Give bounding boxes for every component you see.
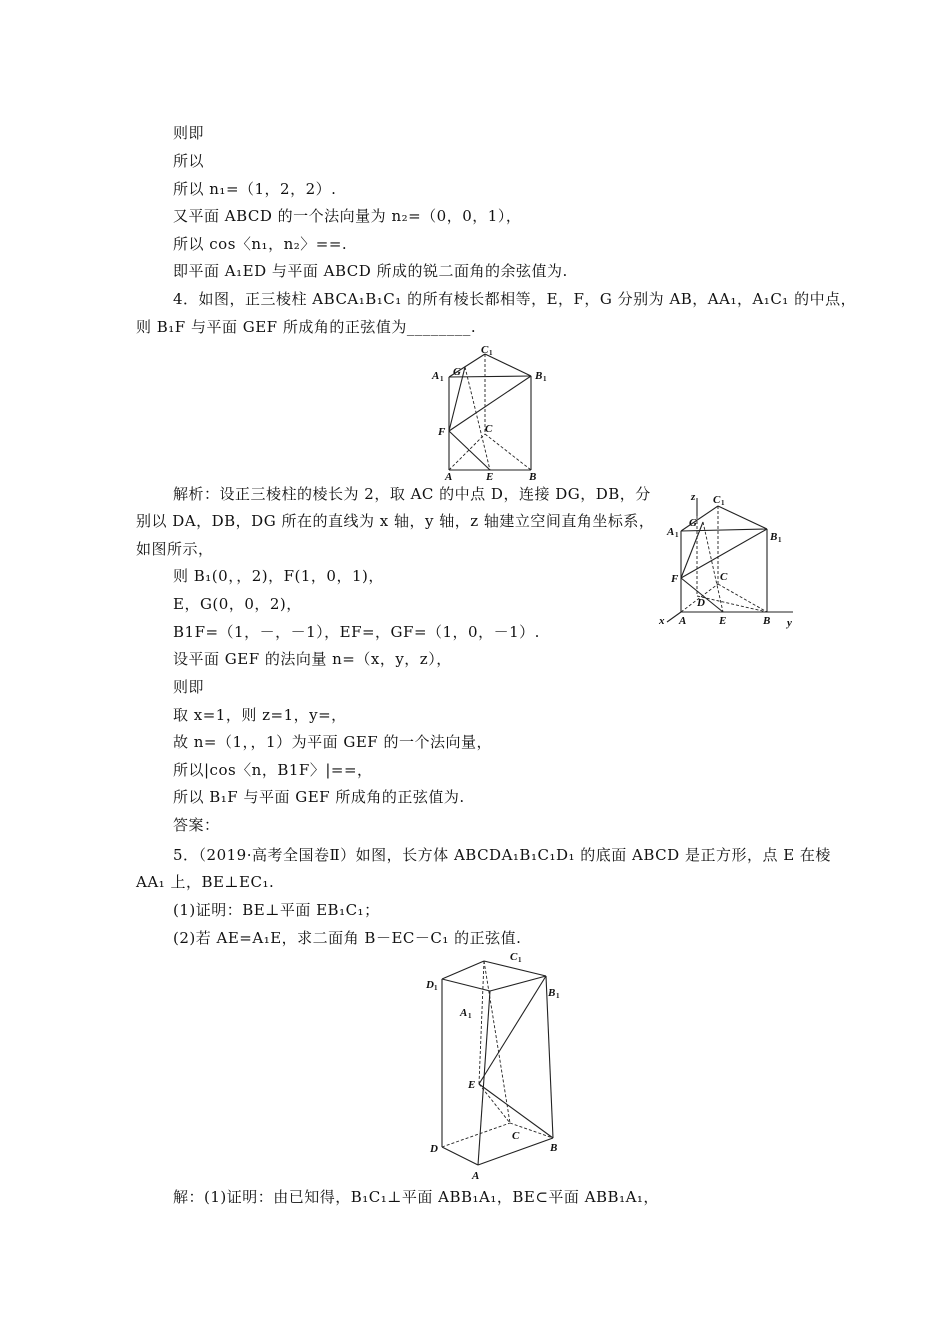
- label-e: E: [719, 615, 727, 627]
- label-z: z: [691, 491, 696, 503]
- sub-c1: 1: [721, 499, 725, 507]
- label-b1: B: [548, 987, 556, 999]
- sub-a1: 1: [440, 375, 444, 383]
- line-7: 4．如图，正三棱柱 ABCA₁B₁C₁ 的所有棱长都相等，E，F，G 分别为 AB，AA₁，A₁C₁ 的中点，: [173, 290, 857, 308]
- label-c1: C: [481, 344, 489, 356]
- label-c: C: [485, 423, 493, 435]
- label-a: A: [679, 615, 687, 627]
- line-18: 故 n=（1，，1）为平面 GEF 的一个法向量，: [173, 733, 492, 751]
- label-x: x: [659, 615, 665, 627]
- label-c1: C: [713, 494, 721, 506]
- figure-cuboid: [420, 950, 570, 1182]
- label-c1: C: [510, 951, 518, 963]
- label-g: G: [453, 366, 461, 378]
- label-c: C: [720, 571, 728, 583]
- line-24: (1)证明：BE⊥平面 EB₁C₁；: [173, 901, 380, 919]
- sub-c1: 1: [489, 349, 493, 357]
- line-19: 所以|cos〈n，B1F〉|==，: [173, 761, 373, 779]
- figure-coordinate-prism: [655, 488, 805, 633]
- label-b: B: [763, 615, 771, 627]
- label-c: C: [512, 1130, 520, 1142]
- line-16: 则即: [173, 678, 205, 696]
- sub-d1: 1: [434, 984, 438, 992]
- line-22: 5．（2019·高考全国卷Ⅱ）如图，长方体 ABCDA₁B₁C₁D₁ 的底面 ABCD 是正方形，点 E 在棱: [173, 846, 831, 864]
- line-21: 答案：: [173, 816, 220, 834]
- line-26: 解：(1)证明：由已知得，B₁C₁⊥平面 ABB₁A₁，BE⊂平面 ABB₁A₁，: [173, 1188, 659, 1206]
- line-10: 别以 DA，DB，DG 所在的直线为 x 轴，y 轴，z 轴建立空间直角坐标系，: [136, 512, 655, 530]
- line-5: 所以 cos〈n₁，n₂〉==.: [173, 235, 348, 253]
- label-f: F: [438, 426, 446, 438]
- line-8: 则 B₁F 与平面 GEF 所成角的正弦值为________.: [136, 318, 477, 336]
- sub-a1: 1: [675, 531, 679, 539]
- line-12: 则 B₁(0，，2)，F(1，0，1)，: [173, 567, 384, 585]
- label-a1: A: [432, 370, 440, 382]
- label-a1: A: [460, 1007, 468, 1019]
- label-g: G: [689, 517, 697, 529]
- line-20: 所以 B₁F 与平面 GEF 所成角的正弦值为.: [173, 788, 465, 806]
- sub-b1: 1: [543, 375, 547, 383]
- label-b: B: [529, 471, 537, 482]
- label-a: A: [445, 471, 453, 482]
- sub-c1: 1: [518, 956, 522, 964]
- sub-b1: 1: [556, 992, 560, 1000]
- figure-prism: [425, 342, 555, 482]
- line-11: 如图所示，: [136, 540, 214, 558]
- line-17: 取 x=1，则 z=1，y=，: [173, 706, 347, 724]
- line-15: 设平面 GEF 的法向量 n=（x，y，z），: [173, 650, 452, 668]
- label-d1: D: [426, 979, 434, 991]
- label-a: A: [472, 1170, 480, 1182]
- label-f: F: [671, 573, 679, 585]
- line-14: B1F=（1，－，－1），EF=，GF=（1，0，－1）.: [173, 623, 540, 641]
- label-b: B: [550, 1142, 558, 1154]
- label-y: y: [787, 617, 792, 629]
- line-23: AA₁ 上，BE⊥EC₁.: [136, 873, 275, 891]
- label-a1: A: [667, 526, 675, 538]
- line-13: E，G(0，0，2)，: [173, 595, 302, 613]
- line-3: 所以 n₁=（1，2，2）.: [173, 180, 337, 198]
- label-d: D: [430, 1143, 438, 1155]
- label-d: D: [697, 597, 705, 609]
- sub-b1: 1: [778, 536, 782, 544]
- line-25: (2)若 AE=A₁E，求二面角 B－EC－C₁ 的正弦值.: [173, 929, 522, 947]
- line-2: 所以: [173, 152, 205, 170]
- label-e: E: [468, 1079, 476, 1091]
- line-9: 解析：设正三棱柱的棱长为 2，取 AC 的中点 D，连接 DG，DB，分: [173, 485, 651, 503]
- label-b1: B: [535, 370, 543, 382]
- sub-a1: 1: [468, 1012, 472, 1020]
- label-b1: B: [770, 531, 778, 543]
- line-6: 即平面 A₁ED 与平面 ABCD 所成的锐二面角的余弦值为.: [173, 262, 568, 280]
- line-1: 则即: [173, 124, 205, 142]
- line-4: 又平面 ABCD 的一个法向量为 n₂=（0，0，1），: [173, 207, 522, 225]
- label-e: E: [486, 471, 494, 482]
